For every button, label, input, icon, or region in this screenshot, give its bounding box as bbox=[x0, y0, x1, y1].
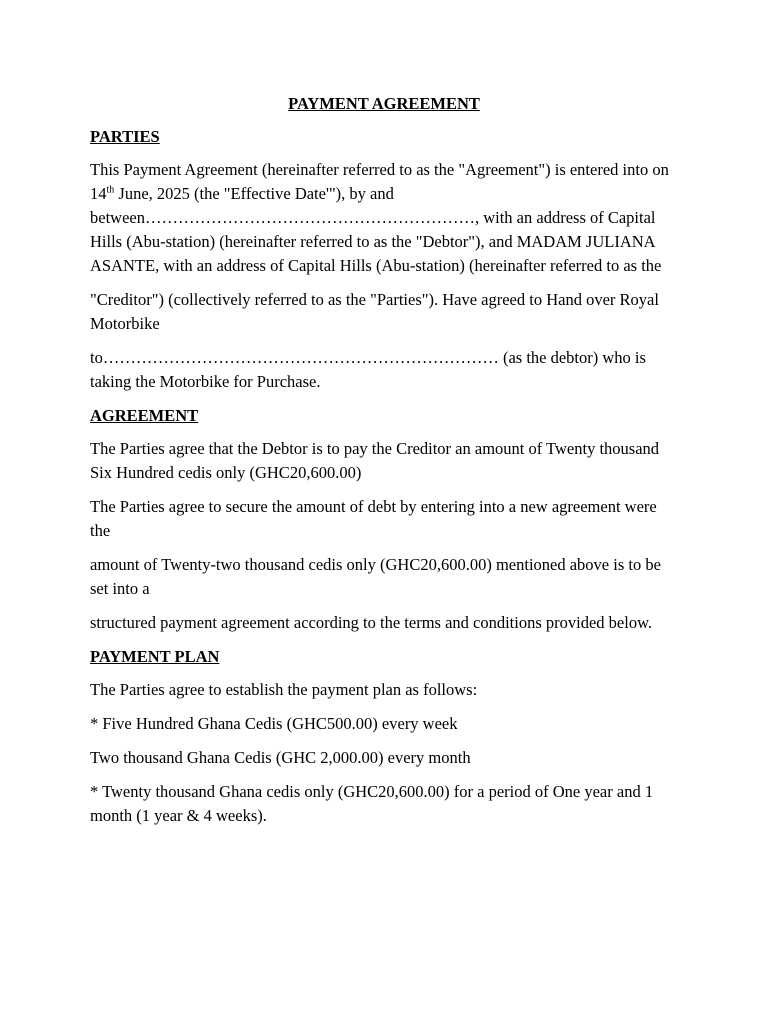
parties-paragraph-2: "Creditor") (collectively referred to as the "Parties"). Have agreed to Hand over Royal Motorbike bbox=[90, 290, 659, 333]
payment-plan-paragraph-4: * Twenty thousand Ghana cedis only (GHC20,600.00) for a period of One year and 1 month (1 year & 4 weeks). bbox=[90, 782, 654, 825]
parties-paragraph-3: to……………………………………………………………… (as the debtor) who is taking the Motorbike for Purchase. bbox=[90, 348, 646, 391]
document-title: PAYMENT AGREEMENT bbox=[288, 94, 480, 113]
parties-paragraph-1 bbox=[90, 158, 678, 278]
payment-plan-paragraph-2: * Five Hundred Ghana Cedis (GHC500.00) every week bbox=[90, 714, 458, 733]
ordinal-suffix: th bbox=[106, 184, 115, 196]
agreement-paragraph-3: amount of Twenty-two thousand cedis only (GHC20,600.00) mentioned above is to be set into a bbox=[90, 555, 661, 598]
parties-heading: PARTIES bbox=[90, 127, 160, 146]
agreement-paragraph-1: The Parties agree that the Debtor is to pay the Creditor an amount of Twenty thousand Six Hundred cedis only (GHC20,600.00) bbox=[90, 439, 660, 482]
payment-plan-paragraph-1: The Parties agree to establish the payment plan as follows: bbox=[90, 680, 478, 699]
payment-plan-paragraph-3: Two thousand Ghana Cedis (GHC 2,000.00) every month bbox=[90, 748, 471, 767]
payment-plan-heading: PAYMENT PLAN bbox=[90, 647, 220, 666]
parties-p1-text-a: This Payment Agreement (hereinafter referred to as the "Agreement") is entered into on 14 bbox=[90, 160, 669, 203]
parties-p1-text-b: June, 2025 (the "Effective Date'"), by and between……………………………………………………, with an address of Capital Hills (Abu-station) (hereinafter referred to as the "Debtor"), and MADAM JULIANA ASANTE, with an address of Capital Hills (Abu-station) (hereinafter referred to as the bbox=[90, 184, 662, 275]
agreement-paragraph-4: structured payment agreement according to the terms and conditions provided below. bbox=[90, 613, 653, 632]
agreement-heading: AGREEMENT bbox=[90, 406, 199, 425]
agreement-paragraph-2: The Parties agree to secure the amount of debt by entering into a new agreement were the bbox=[90, 497, 657, 540]
